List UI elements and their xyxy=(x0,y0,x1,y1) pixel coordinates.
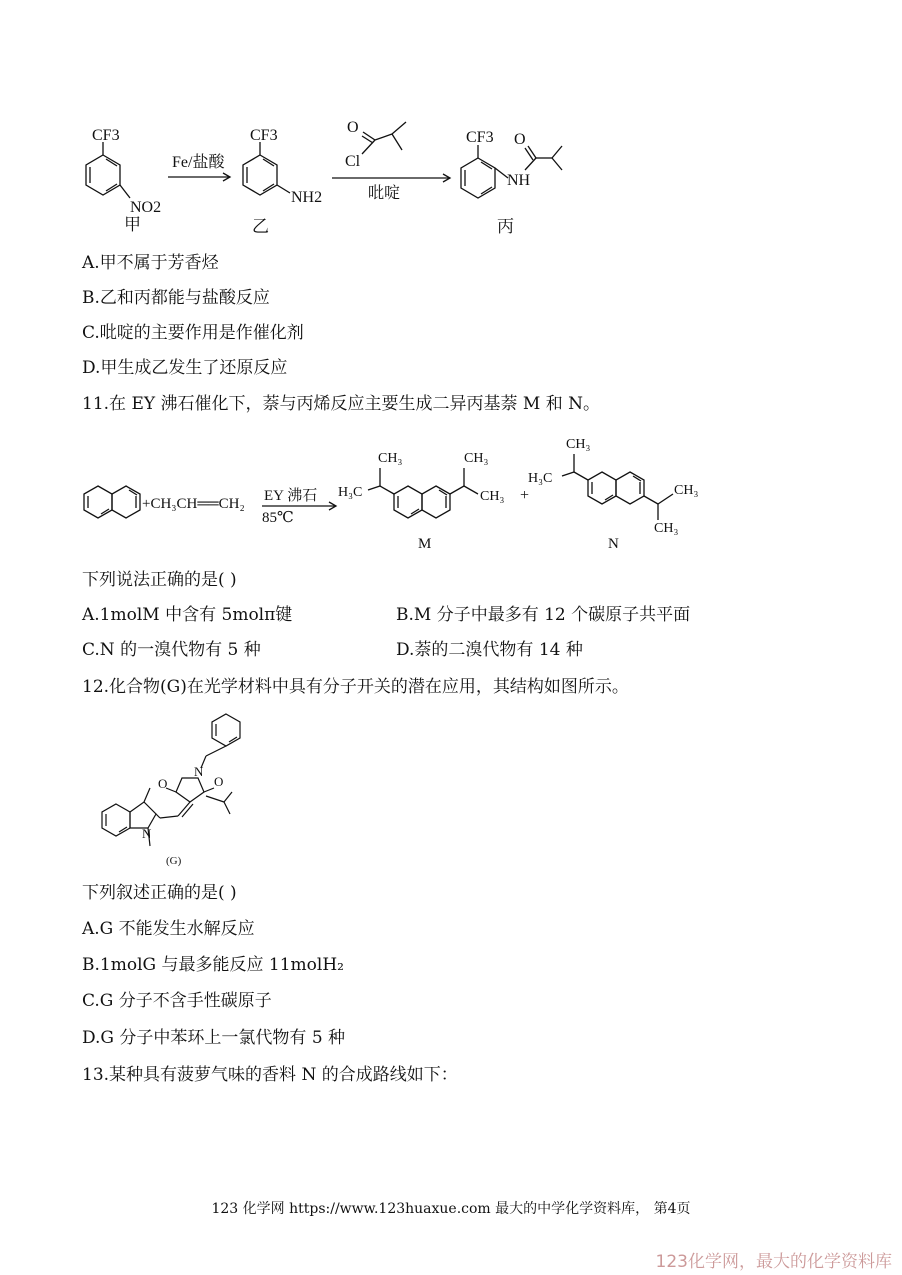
m-ch3-top-right: CH₃ xyxy=(464,451,489,466)
jia-no2: NO2 xyxy=(130,199,162,216)
naphthalene xyxy=(84,486,140,518)
reaction-scheme-10 xyxy=(70,110,590,245)
q10-option-d: D.甲生成乙发生了还原反应 xyxy=(82,358,288,378)
q12-option-a: A.G 不能发生水解反应 xyxy=(82,919,255,939)
yi-cf3: CF3 xyxy=(250,127,278,144)
g-o-right: O xyxy=(214,774,224,789)
page-footer: 123 化学网 https://www.123huaxue.com 最大的中学化学资料库， 第4页 xyxy=(211,1201,691,1217)
g-label: (G) xyxy=(166,855,182,867)
q12-option-c: C.G 分子不含手性碳原子 xyxy=(82,991,272,1011)
q11-option-c: C.N 的一溴代物有 5 种 xyxy=(82,640,261,660)
n-ch3-right: CH₃ xyxy=(674,483,699,498)
jia-cf3: CF3 xyxy=(92,127,120,144)
molecule-m xyxy=(368,468,478,518)
q10-option-a: A.甲不属于芳香烃 xyxy=(82,253,219,273)
bing-nh: NH xyxy=(507,172,531,189)
yi-label: 乙 xyxy=(252,217,269,236)
catalyst: EY 沸石 xyxy=(264,488,318,504)
propene: +CH₃CH══CH₂ xyxy=(142,496,245,512)
reaction-scheme-11 xyxy=(78,428,718,558)
step2-reagent: 吡啶 xyxy=(368,185,401,202)
q11-stem: 11.在 EY 沸石催化下，萘与丙烯反应主要生成二异丙基萘 M 和 N。 xyxy=(82,394,600,414)
n-ch3-bottom: CH₃ xyxy=(654,521,679,536)
m-label: M xyxy=(418,536,432,552)
acyl-cl: Cl xyxy=(345,153,361,170)
molecule-n xyxy=(562,454,673,520)
q12-stem: 12.化合物(G)在光学材料中具有分子开关的潜在应用，其结构如图所示。 xyxy=(82,677,629,697)
q11-option-b: B.M 分子中最多有 12 个碳原子共平面 xyxy=(396,605,691,625)
compound-g-structure xyxy=(86,706,286,871)
m-h3c: H₃C xyxy=(338,485,363,500)
jia-label: 甲 xyxy=(124,215,141,234)
plus-sign: + xyxy=(520,487,530,504)
yi-nh2: NH2 xyxy=(291,189,323,206)
q12-option-b: B.1molG 与最多能反应 11molH₂ xyxy=(82,955,344,975)
q13-stem: 13.某种具有菠萝气味的香料 N 的合成路线如下： xyxy=(82,1065,458,1085)
n-ch3-top: CH₃ xyxy=(566,437,591,452)
step1-reagent: Fe/盐酸 xyxy=(172,154,225,171)
g-n-indole: N xyxy=(142,826,152,841)
q11-option-a: A.1molM 中含有 5molπ键 xyxy=(82,605,293,625)
acyl-o: O xyxy=(347,119,359,136)
q10-option-c: C.吡啶的主要作用是作催化剂 xyxy=(82,323,304,343)
isobutyryl-chloride xyxy=(362,122,406,154)
watermark: 123化学网，最大的化学资料库 xyxy=(655,1252,892,1272)
n-h3c: H₃C xyxy=(528,471,553,486)
q11-question: 下列说法正确的是( ) xyxy=(82,570,237,590)
bing-o: O xyxy=(514,131,526,148)
m-ch3-right: CH₃ xyxy=(480,489,505,504)
q11-option-d: D.萘的二溴代物有 14 种 xyxy=(396,640,583,660)
q12-option-d: D.G 分子中苯环上一氯代物有 5 种 xyxy=(82,1028,346,1048)
m-ch3-top-left: CH₃ xyxy=(378,451,403,466)
g-n-imide: N xyxy=(194,764,204,779)
q12-question: 下列叙述正确的是( ) xyxy=(82,883,237,903)
benzene-ring-yi xyxy=(243,142,290,195)
temperature: 85℃ xyxy=(262,510,294,526)
bing-label: 丙 xyxy=(497,217,514,236)
n-label: N xyxy=(608,536,619,552)
bing-cf3: CF3 xyxy=(466,129,494,146)
benzene-ring-jia xyxy=(86,142,130,198)
g-o-left: O xyxy=(158,776,168,791)
q10-option-b: B.乙和丙都能与盐酸反应 xyxy=(82,288,270,308)
